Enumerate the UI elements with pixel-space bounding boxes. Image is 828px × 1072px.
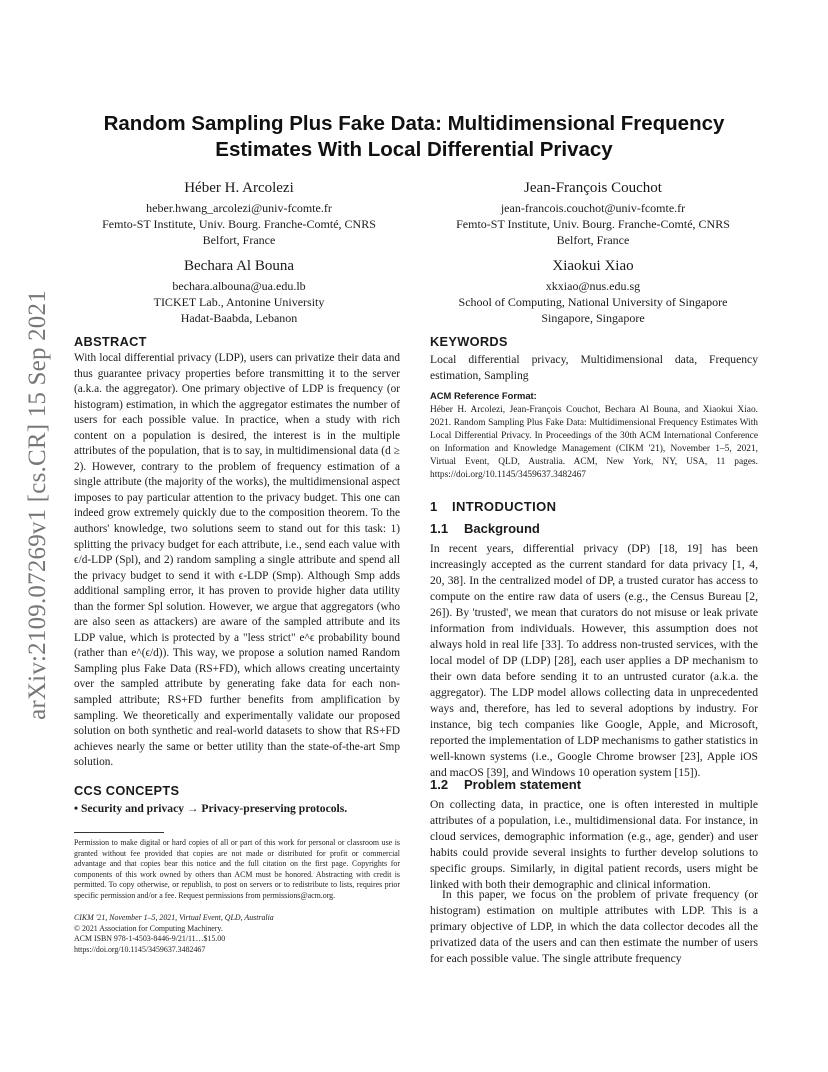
intro-paragraph-2: On collecting data, in practice, one is often interested in multiple attributes of a population, i.e., multidimensional data. For instance, in cloud services, demographic information (e.g., age, gender) and user habits could provide several insights to further develop solutions to specific groups. Similarly, in digital patient records, users might be linked with both their demographic and clinical information. — [430, 798, 758, 891]
author-name: Bechara Al Bouna — [184, 258, 294, 274]
author-affiliation: Femto-ST Institute, Univ. Bourg. Franche-Comté, CNRS — [456, 217, 730, 232]
acm-ref-heading: ACM Reference Format: — [430, 390, 537, 401]
footnote-rule — [74, 832, 164, 833]
author-name: Jean-François Couchot — [524, 180, 662, 196]
author-block-1 — [74, 178, 404, 249]
author-location: Hadat-Baabda, Lebanon — [180, 311, 298, 326]
conference-line: CIKM '21, November 1–5, 2021, Virtual Event, QLD, Australia — [74, 913, 274, 922]
intro-paragraph-1: In recent years, differential privacy (DP) [18, 19] has been increasingly accepted as the current standard for data privacy [1, 4, 20, 38]. In the centralized model of DP, a trusted curator has access to compute on the entire raw data of users (e.g., the Census Bureau [2, 26]). By 'trusted', we mean that curators do not misuse or leak private information from individuals. However, this assumption does not always hold in real life [33]. To address non-trusted services, with the local model of DP (LDP) [28], each user applies a DP mechanism to their own data before sending it to an untrusted curator (a.k.a. the aggregator). The LDP model allows collecting data in unprecedented ways and, therefore, has led to several adoptions by industry. For instance, big tech companies like Google, Apple, and Microsoft, reported the implementation of LDP mechanisms to gather statistics in well-known systems (i.e., Google Chrome browser [23], Apple iOS and macOS [39], and Windows 10 operation system [15]). — [430, 542, 758, 779]
title-line-1: Random Sampling Plus Fake Data: Multidimensional Frequency — [103, 112, 725, 135]
author-location: Belfort, France — [202, 233, 276, 248]
author-location: Singapore, Singapore — [541, 311, 645, 326]
author-email: bechara.albouna@ua.edu.lb — [172, 279, 306, 293]
author-affiliation: School of Computing, National University of Singapore — [458, 295, 728, 310]
author-email: xkxiao@nus.edu.sg — [545, 279, 641, 293]
subsection-title: Background — [464, 521, 540, 536]
arxiv-stamp — [23, 290, 53, 720]
abstract-text: With local differential privacy (LDP), users can privatize their data and thus guarantee privacy properties before transmitting it to the server (a.k.a. the aggregator). One primary objective of LDP is frequency (or histogram) estimation, in which the aggregator estimates the number of users for each possible value. In practice, when a study with rich content on a population is desired, the interest is in the multiple attributes of the population, that is to say, in multidimensional data (d ≥ 2). However, contrary to the problem of frequency estimation of a single attribute (the majority of the works), the multidimensional aspect imposes to pay particular attention to the privacy budget. This one can indeed grow extremely quickly due to the composition theorem. To the authors' knowledge, two solutions seem to stand out for this task: 1) splitting the privacy budget for each attribute, i.e., send each value with ϵ/d-LDP (Spl), and 2) random sampling a single attribute and spend all the privacy budget to send it with ϵ-LDP (Smp). Although Smp adds additional sampling error, it has proven to provide higher data utility than the former Spl solution. However, we argue that aggregators (who are also seen as attackers) are aware of the sampled attribute and its LDP value, which is protected by a "less strict" e^ϵ probability bound (rather than e^(ϵ/d)). This way, we propose a solution named Random Sampling plus Fake Data (RS+FD), which allows creating uncertainty over the sampled attribute by generating fake data for each non-sampled attribute; RS+FD further benefits from amplification by sampling. We theoretically and experimentally validate our proposed solution on both synthetic and real-world datasets to show that RS+FD achieves nearly the same or better utility than the state-of-the-art Smp solution. — [74, 352, 400, 769]
subsection-heading-background — [430, 521, 540, 536]
author-block-3 — [74, 256, 404, 327]
subsection-heading-problem — [430, 777, 581, 792]
doi-line: https://doi.org/10.1145/3459637.3482467 — [74, 944, 206, 954]
author-location: Belfort, France — [556, 233, 630, 248]
subsection-number: 1.2 — [430, 777, 449, 792]
acm-ref-text: Héber H. Arcolezi, Jean-François Couchot, Bechara Al Bouna, and Xiaokui Xiao. 2021. Random Sampling Plus Fake Data: Multidimensional Frequency Estimates With Local Differential Privacy. In Proceedings of the 30th ACM International Conference on Information and Knowledge Management (CIKM '21), November 1–5, 2021, Virtual Event, QLD, Australia. ACM, New York, NY, USA, 11 pages. https://doi.org/10.1145/3459637.3482467 — [430, 405, 758, 481]
intro-paragraph-3: In this paper, we focus on the problem of private frequency (or histogram) estimation on multiple attributes with LDP. This is a primary objective of LDP, in which the data collector decodes all the privatized data of the users and can then estimate the number of users for each possible value. The single attribute frequency — [430, 888, 758, 965]
abstract-heading: ABSTRACT — [74, 334, 147, 349]
copyright-block — [74, 913, 404, 955]
subsection-number: 1.1 — [430, 521, 449, 536]
keywords-heading: KEYWORDS — [430, 334, 508, 349]
keywords-text: Local differential privacy, Multidimensional data, Frequency estimation, Sampling — [430, 353, 758, 382]
section-heading-intro — [430, 499, 556, 514]
section-number: 1 — [430, 499, 438, 514]
author-name: Xiaokui Xiao — [552, 258, 634, 274]
permission-notice: Permission to make digital or hard copies of all or part of this work for personal or classroom use is granted without fee provided that copies are not made or distributed for profit or commercial advantage and that copies bear this notice and the full citation on the first page. Copyrights for components of this work owned by others than ACM must be honored. Abstracting with credit is permitted. To copy otherwise, or republish, to post on servers or to redistribute to lists, requires prior specific permission and/or a fee. Request permissions from permissions@acm.org. — [74, 838, 400, 900]
author-block-2 — [428, 178, 758, 249]
isbn-line: ACM ISBN 978-1-4503-8446-9/21/11…$15.00 — [74, 934, 226, 944]
author-affiliation: TICKET Lab., Antonine University — [153, 295, 325, 310]
section-title: INTRODUCTION — [452, 499, 557, 514]
subsection-title: Problem statement — [464, 777, 582, 792]
copyright-line: © 2021 Association for Computing Machinery. — [74, 923, 223, 933]
author-email: heber.hwang_arcolezi@univ-fcomte.fr — [146, 201, 332, 215]
title-line-2: Estimates With Local Differential Privacy — [215, 138, 613, 161]
author-block-4 — [428, 256, 758, 327]
author-affiliation: Femto-ST Institute, Univ. Bourg. Franche-Comté, CNRS — [102, 217, 376, 232]
author-name: Héber H. Arcolezi — [184, 180, 294, 196]
arxiv-id: arXiv:2109.07269v1 [cs.CR] 15 Sep 2021 — [24, 290, 51, 720]
ccs-concepts: • Security and privacy → Privacy-preserving protocols. — [74, 802, 348, 815]
paper-title — [60, 111, 768, 163]
author-email: jean-francois.couchot@univ-fcomte.fr — [500, 201, 686, 215]
ccs-heading: CCS CONCEPTS — [74, 783, 180, 798]
